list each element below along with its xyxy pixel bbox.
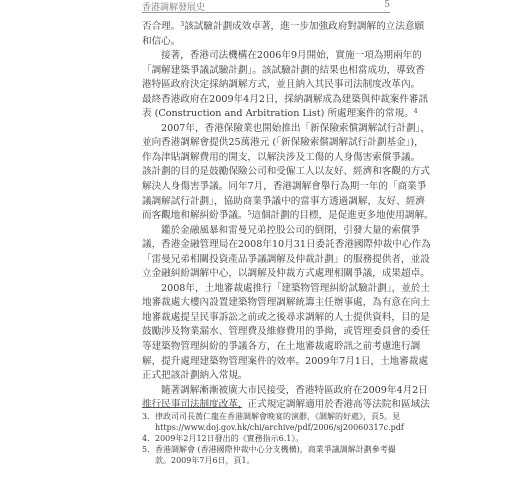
text-line: 最終香港政府在2009年4月2日，採納調解成為建築與仲裁案件審訊: [142, 93, 429, 105]
footnote: [142, 411, 401, 422]
running-title: 香港調解發展史: [142, 3, 206, 13]
text-line: 2008年，土地審裁處推行「建築物管理糾紛試驗計劃」，並於土: [161, 282, 431, 294]
text-line: 作為津貼調解費用的開支，以解決涉及工傷的人身傷害索償爭議。: [142, 151, 421, 163]
text-line: 議調解試行計劃」，協助商業爭議中的當事方透過調解，友好、經濟: [142, 195, 426, 207]
text-line: 等建築物管理糾紛的爭議各方，在土地審裁處聆訊之前考慮進行調: [142, 341, 421, 353]
footnote: [142, 444, 396, 455]
text-line: 和信心。: [142, 35, 181, 47]
text-line: 並向香港調解會提供25萬港元 (「新保險索償調解試行計劃基金」)，: [142, 137, 424, 149]
footnote: [142, 433, 392, 444]
running-header: [142, 0, 390, 13]
text-line: 地審裁處提呈民事訴訟之前或之後尋求調解的人士提供資料，目的是: [142, 311, 430, 323]
text-line: 議，香港金融管理局在2008年10月31日委託香港國際仲裁中心作為: [142, 239, 431, 251]
text-line: 鼓勵涉及物業漏水、管理費及維修費用的爭拗，或管理委員會的委任: [142, 326, 430, 338]
footnote-rule: [142, 407, 242, 408]
text-line: 而客觀地和解糾紛爭議。$^5$這個計劃的目標，是促進更多地使用調解。: [142, 210, 434, 222]
text-line: 正式把該計劃納入常規。: [142, 370, 248, 382]
text-line: 港特區政府決定採納調解方式，並且納入其民事司法制度改革內。: [142, 79, 421, 91]
footnote-ref: 4: [413, 108, 418, 116]
footnote-text: 2009年2月12日發出的《實務指示6.1》。: [155, 434, 304, 443]
text-line: 「雷曼兄弟相關投資產品爭議調解及仲裁計劃」的服務提供者，並設: [142, 253, 430, 265]
footnote-text: 香港調解會 (香港國際仲裁中心分支機構)，商業爭議調解計劃參考撮: [155, 445, 396, 454]
footnote-number: 3.: [142, 412, 150, 421]
footnote-continuation: 款。2009年7月6日，頁1。: [155, 456, 255, 465]
footnote-ref: 3: [180, 21, 185, 28]
text-line: 推行民事司法制度改革，正式規定調解適用於香港高等法院和區域法: [142, 399, 430, 411]
text-line: 地審裁處大樓內設置建築物管理調解統籌主任辦事處，為有意在向土: [142, 297, 430, 309]
text-line: 隨著調解漸漸被廣大市民接受，香港特區政府在2009年4月2日: [161, 384, 428, 396]
text-line: 解，提升處理建築物管理案件的效率。2009年7月1日，土地審裁處: [142, 355, 429, 367]
text-line: 立金融糾紛調解中心，以調解及仲裁方式處理相關爭議，成果超卓。: [142, 268, 430, 280]
text-line: 解決人身傷害爭議。同年7月，香港調解會舉行為期一年的「商業爭: [142, 181, 427, 193]
footnote-ref: 5: [247, 210, 252, 218]
text-line: 否合理。$^3$該試驗計劃成效卓著，進一步加強政府對調解的立法意願: [142, 21, 425, 32]
footnote-number: 4.: [142, 434, 150, 443]
page-number: 5: [384, 0, 390, 10]
text-line: 鑑於金融風暴和雷曼兄弟控股公司的倒閉，引發大量的索償爭: [161, 224, 421, 236]
text-line: 接著，香港司法機構在2006年9月開始，實施一項為期兩年的: [161, 50, 422, 62]
text-line: 「調解建築爭議試驗計劃」。該試驗計劃的結果也相當成功，導致香: [142, 64, 426, 76]
footnote-text: 律政司司長黃仁龍在香港調解會晚宴的演辭，《調解的好處》，頁5。見: [155, 412, 401, 421]
footnotes: [142, 411, 404, 466]
body-text: [142, 20, 434, 413]
text-line: 2007年，香港保險業也開始推出「新保險索償調解試行計劃」，: [161, 122, 431, 134]
text-line: 該計劃的目的是鼓勵保險公司和受僱工人以友好、經濟和客觀的方式: [142, 166, 430, 178]
footnote-continuation: https://www.doj.gov.hk/chi/archive/pdf/2006/sj20060317c.pdf: [155, 423, 404, 432]
text-line: 表 (Construction and Arbitration List) 所處理案件的常規。$^4$: [142, 108, 418, 120]
footnote-number: 5.: [142, 445, 150, 454]
